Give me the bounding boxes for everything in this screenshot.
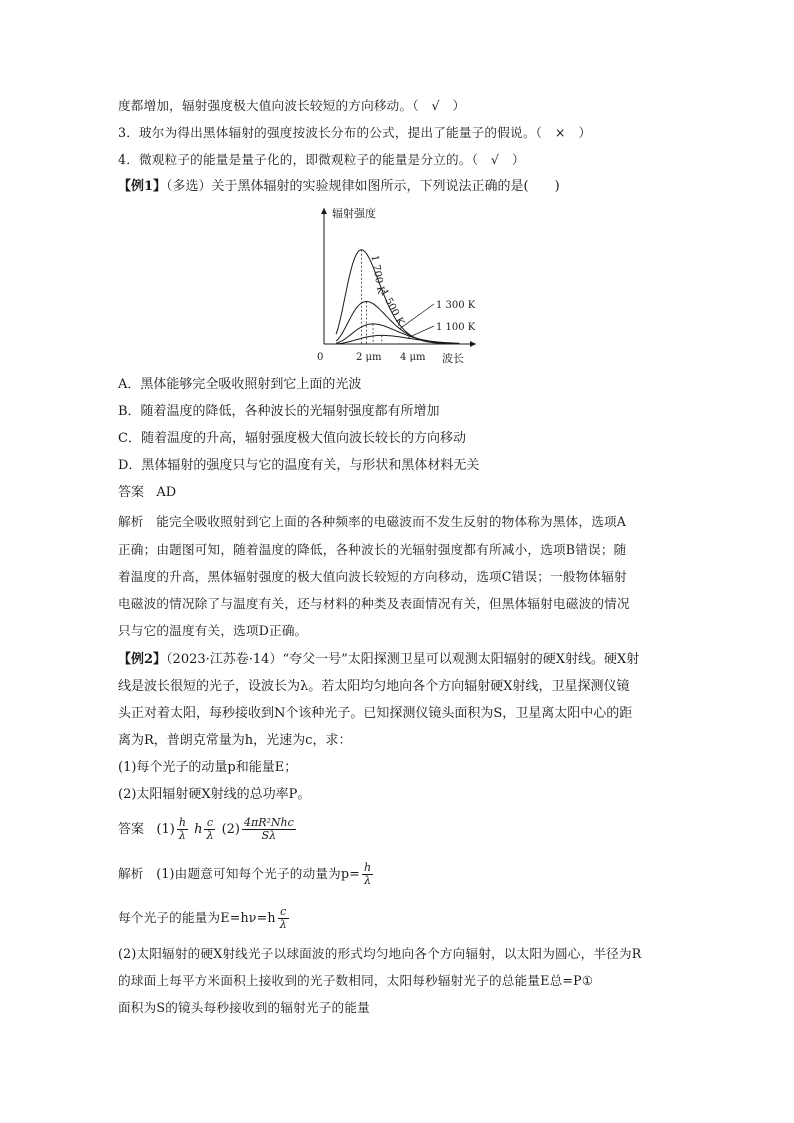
analysis-label: 解析 xyxy=(118,866,144,881)
answer-label: 答案 xyxy=(118,822,145,837)
series-leader-3 xyxy=(408,326,434,338)
example-1-analysis-line-1 xyxy=(118,512,678,532)
example-2-label: 【例2】 xyxy=(118,652,167,667)
x-axis-label: 波长 xyxy=(442,352,464,365)
statement-3: 3．玻尔为得出黑体辐射的强度按波长分布的公式，提出了能量子的假说。（ × ） xyxy=(118,125,592,140)
series-label-2: 1 300 K xyxy=(436,300,476,311)
example-2-text: （2023·江苏卷·14）“夸父一号”太阳探测卫星可以观测太阳辐射的硬X射线。硬X射 xyxy=(166,652,640,667)
analysis-label: 解析 xyxy=(118,514,144,529)
h-symbol: h xyxy=(194,822,203,837)
example-1-analysis-line-2: 正确；由题图可知，随着温度的降低，各种波长的光辐射强度都有所减小，选项B错误；随 xyxy=(118,542,627,557)
example-2-stem-line-2: 线是波长很短的光子，设波长为λ。若太阳均匀地向各个方向辐射硬X射线，卫星探测仪镜 xyxy=(118,679,630,694)
series-leader-2 xyxy=(399,304,434,329)
example-2-stem-line-1 xyxy=(118,650,678,670)
answer-part-2: (2) xyxy=(221,822,240,837)
example-2-question-2: (2)太阳辐射硬X射线的总功率P。 xyxy=(118,787,311,802)
answer-value: AD xyxy=(156,485,177,500)
series-label-0: 1 700 K xyxy=(368,254,387,295)
answer-label: 答案 xyxy=(118,485,145,500)
example-1-option-d: D．黑体辐射的强度只与它的温度有关，与形状和黑体材料无关 xyxy=(118,458,480,473)
analysis-momentum-text: (1)由题意可知每个光子的动量为p= xyxy=(156,866,360,881)
example-1-stem xyxy=(118,177,678,197)
example-1-analysis-line-3: 着温度的升高，黑体辐射强度的极大值向波长较短的方向移动，选项C错误；一般物体辐射 xyxy=(118,569,627,584)
example-2-analysis-line-5: 面积为S的镜头每秒接收到的辐射光子的能量 xyxy=(118,1000,370,1015)
example-2-stem-line-3: 头正对着太阳，每秒接收到N个该种光子。已知探测仪镜头面积为S，卫星离太阳中心的距 xyxy=(118,706,633,721)
example-2-answer xyxy=(118,812,678,848)
fraction-h-over-lambda: $\frac{h}{\lambda}$ xyxy=(178,816,186,842)
example-1-label: 【例1】 xyxy=(118,179,167,194)
fraction-c-over-lambda-2: $\frac{c}{\lambda}$ xyxy=(279,905,287,931)
x-tick-label-0: 2 μm xyxy=(356,352,382,363)
example-1-option-b: B．随着温度的降低，各种波长的光辐射强度都有所增加 xyxy=(118,404,440,419)
fraction-total-power: $\frac{\text{4πR²Nhc}}{S\lambda}$ xyxy=(244,816,294,842)
x-tick-label-1: 4 μm xyxy=(400,352,426,363)
example-2-analysis-line-1 xyxy=(118,856,678,892)
curve-3 xyxy=(336,335,459,343)
example-2-stem-line-4: 离为R，普朗克常量为h，光速为c，求： xyxy=(118,733,352,748)
example-1-answer xyxy=(118,483,678,503)
statement-2-continuation: 度都增加，辐射强度极大值向波长较短的方向移动。（ √ ） xyxy=(118,98,466,113)
example-2-analysis-line-3: (2)太阳辐射的硬X射线光子以球面波的形式均匀地向各个方向辐射，以太阳为圆心，半径为R xyxy=(118,946,642,961)
example-1-option-c: C．随着温度的升高，辐射强度极大值向波长较长的方向移动 xyxy=(118,431,466,446)
example-1-question: （多选）关于黑体辐射的实验规律如图所示，下列说法正确的是( ) xyxy=(166,179,560,194)
origin-label: 0 xyxy=(317,352,324,363)
example-2-analysis-line-4: 的球面上每平方米面积上接收到的光子数相同，太阳每秒辐射光子的总能量E总=P① xyxy=(118,973,594,988)
y-axis-label: 辐射强度 xyxy=(332,207,376,220)
analysis-text: 能完全吸收照射到它上面的各种频率的电磁波而不发生反射的物体称为黑体，选项A xyxy=(156,514,627,529)
blackbody-radiation-chart xyxy=(316,204,486,366)
example-1-analysis-line-5: 只与它的温度有关，选项D正确。 xyxy=(118,623,308,638)
series-label-3: 1 100 K xyxy=(436,322,476,333)
example-2-analysis-line-2 xyxy=(118,900,678,936)
series-label-1: 1 500 K xyxy=(377,287,406,328)
example-1-analysis-line-4: 电磁波的情况除了与温度有关，还与材料的种类及表面情况有关，但黑体辐射电磁波的情况 xyxy=(118,596,630,611)
fraction-h-over-lambda-2: $\frac{h}{\lambda}$ xyxy=(364,861,372,887)
fraction-c-over-lambda: $\frac{c}{\lambda}$ xyxy=(206,816,214,842)
example-1-option-a: A．黑体能够完全吸收照射到它上面的光波 xyxy=(118,377,362,392)
statement-4: 4．微观粒子的能量是量子化的，即微观粒子的能量是分立的。（ √ ） xyxy=(118,152,525,167)
example-2-question-1: (1)每个光子的动量p和能量E； xyxy=(118,760,298,775)
analysis-energy-text: 每个光子的能量为E=hν=h xyxy=(118,910,276,925)
answer-part-1: (1) xyxy=(156,822,175,837)
